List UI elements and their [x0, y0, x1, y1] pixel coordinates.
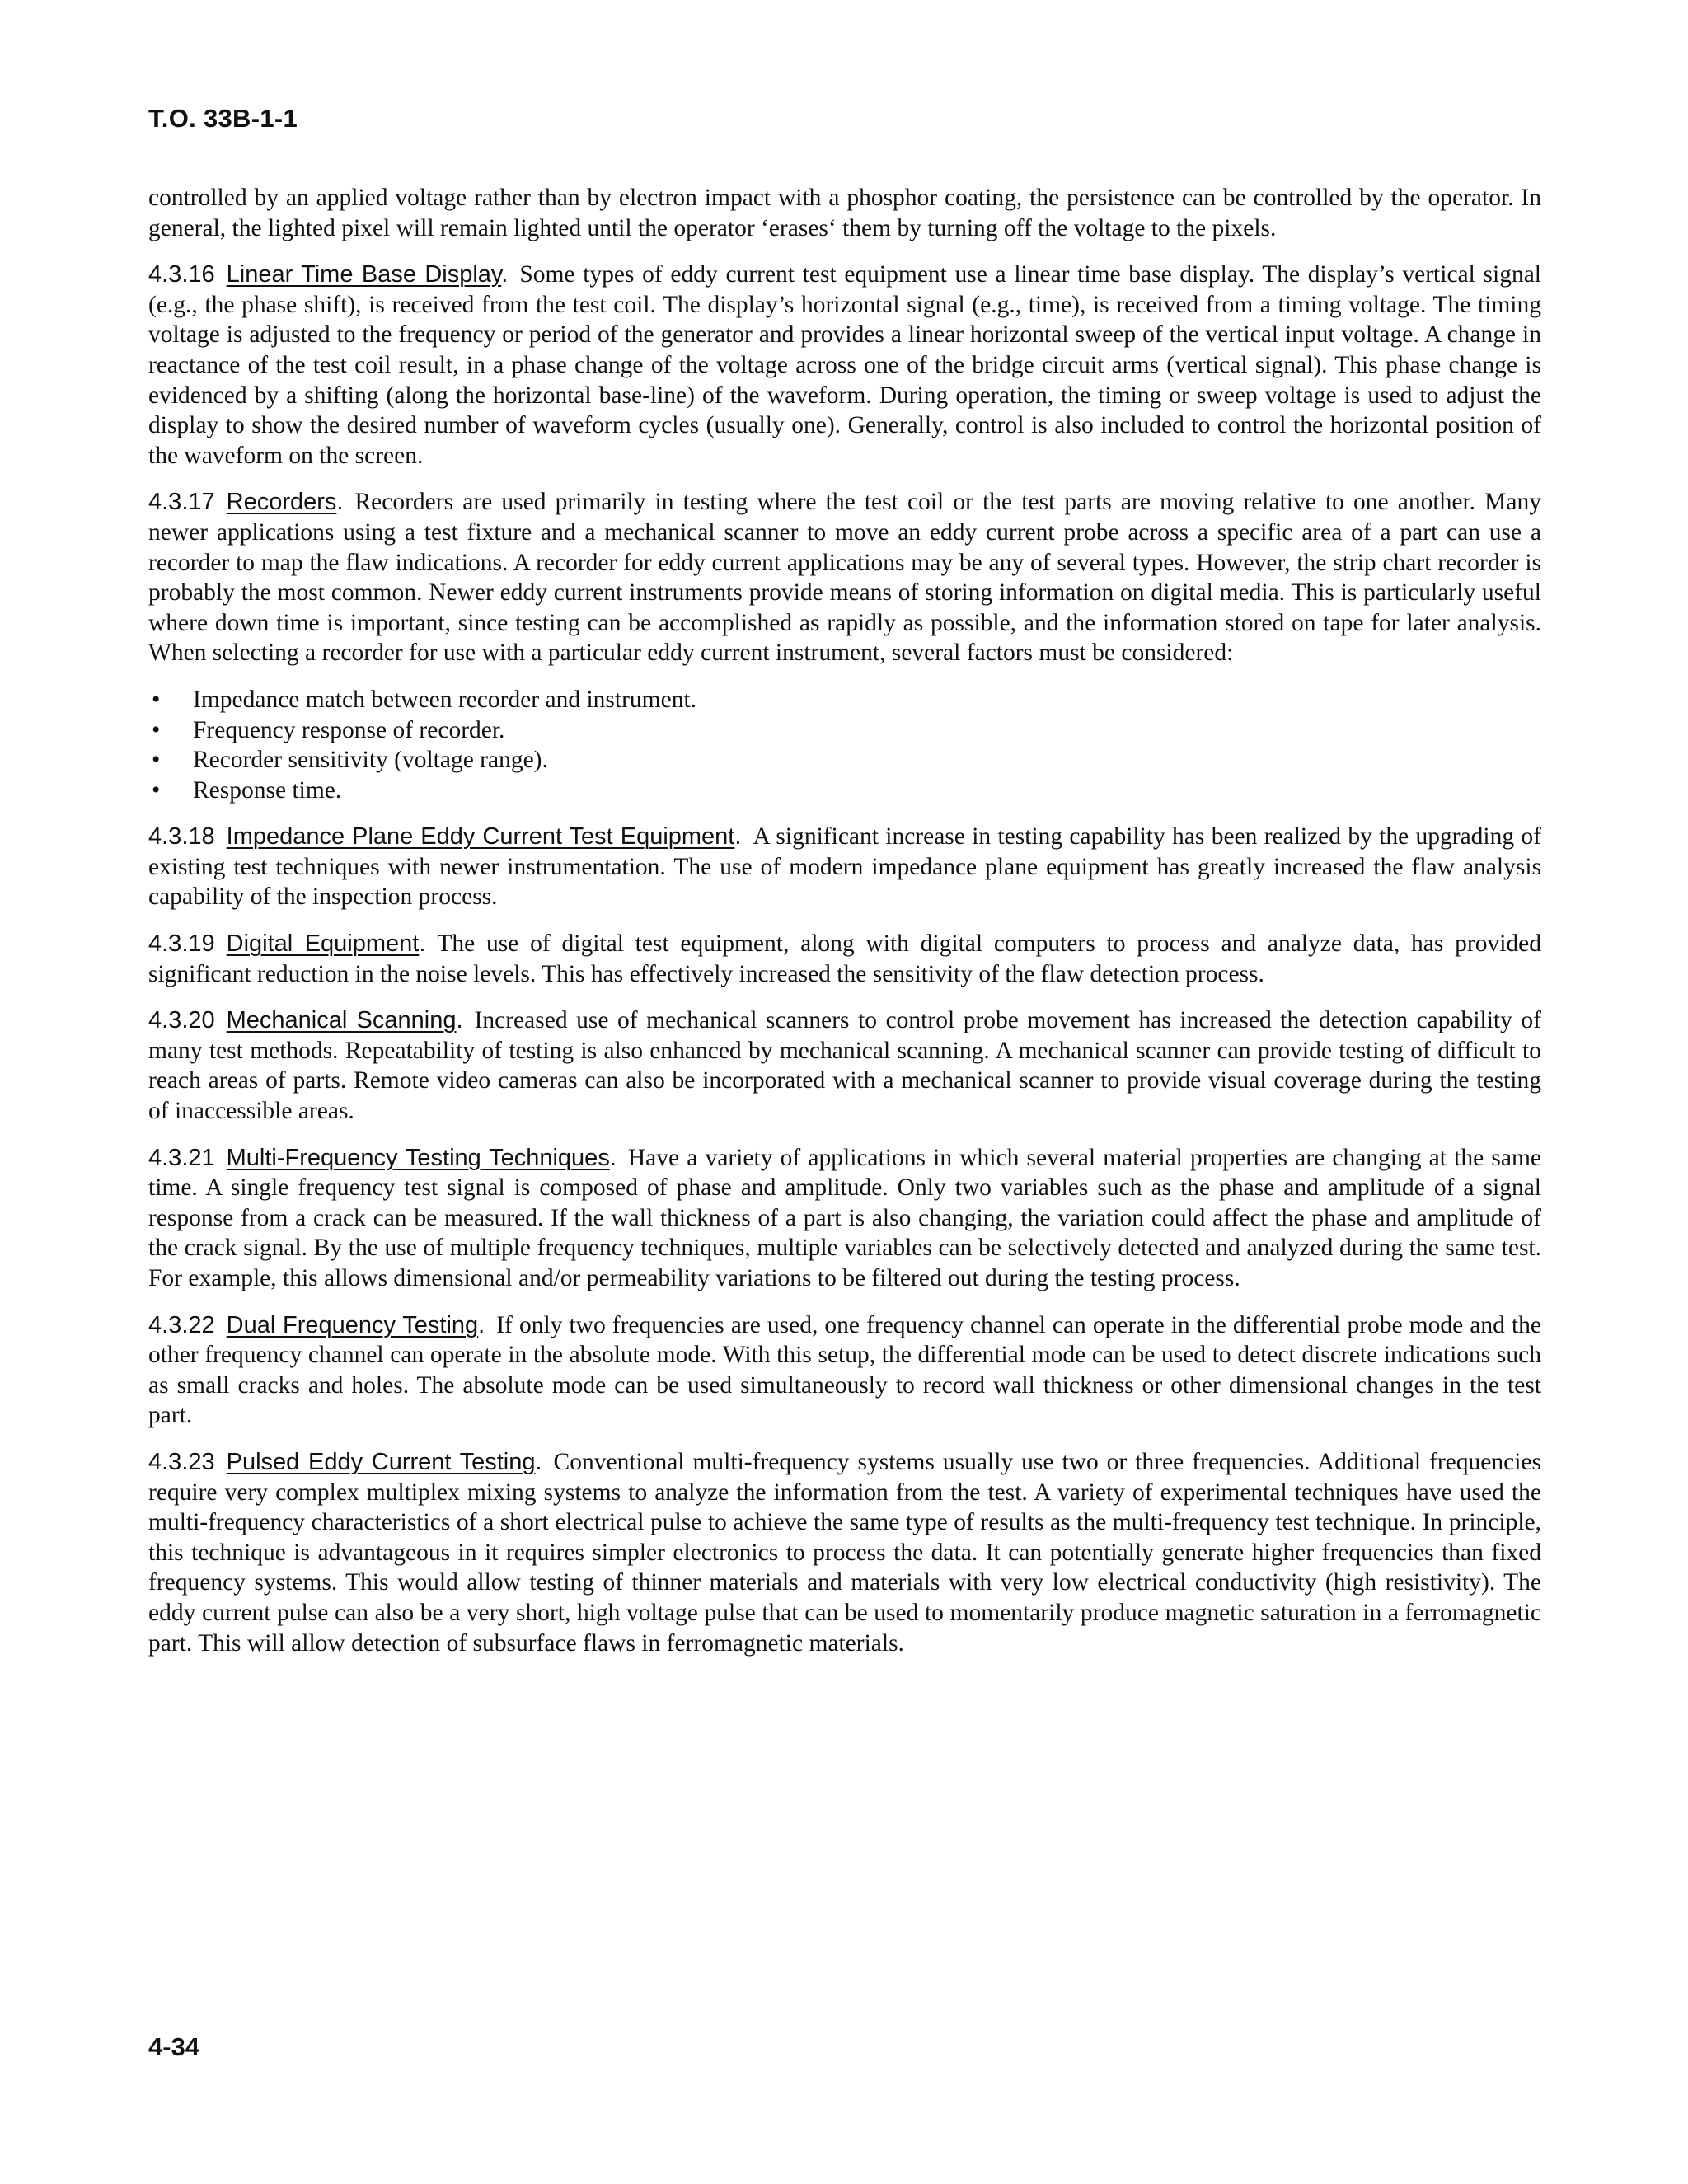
list-item-text: Response time. [193, 776, 342, 804]
section-number: 4.3.17 [148, 489, 215, 516]
section-4-3-23: 4.3.23 Pulsed Eddy Current Testing. Conventional multi-frequency systems usually use two or three frequencies. Additional frequencies require very complex multiplex mixing systems to analyze the information from the test. A variety of experimental techniques have used the multi-frequency characteristics of a short electrical pulse to achieve the same type of results as the multi-frequency test technique. In principle, this technique is advantageous in it requires simpler electronics to process the data. It can potentially generate higher frequencies than fixed frequency systems. This would allow testing of thinner materials and materials with very low electrical conductivity (high resistivity). The eddy current pulse can also be a very short, high voltage pulse that can be used to momentarily produce magnetic saturation in a ferromagnetic part. This will allow detection of subsurface flaws in ferromagnetic materials. [148, 1448, 1541, 1657]
section-text: Recorders are used primarily in testing where the test coil or the test parts are moving relative to one another. Many newer applications using a test fixture and a mechanical scanner to move an eddy current probe across a specific area of a part can use a recorder to map the flaw indications. A recorder for eddy current applications may be any of several types. However, the strip chart recorder is probably the most common. Newer eddy current instruments provide means of storing information on digital media. This is particularly useful where down time is important, since testing can be accomplished as rapidly as possible, and the information stored on tape for later analysis. When selecting a recorder for use with a particular eddy current instrument, several factors must be considered: [148, 489, 1541, 667]
list-item [148, 776, 1541, 806]
section-title: Impedance Plane Eddy Current Test Equipment [226, 823, 735, 851]
document-body [148, 183, 1541, 1675]
section-text: Increased use of mechanical scanners to control probe movement has increased the detection capability of many test methods. Repeatability of testing is also enhanced by mechanical scanning. A mechanical scanner can provide testing of difficult to reach areas of parts. Remote video cameras can also be incorporated with a mechanical scanner to provide visual coverage during the testing of inaccessible areas. [148, 1007, 1542, 1125]
section-number: 4.3.16 [148, 261, 215, 288]
section-title: Pulsed Eddy Current Testing [226, 1448, 536, 1475]
intro-paragraph: controlled by an applied voltage rather than by electron impact with a phosphor coating, the persistence can be controlled by the operator. In general, the lighted pixel will remain lighted until the operator ‘erases‘ them by turning off the voltage to the pixels. [148, 185, 1541, 241]
section-number: 4.3.22 [148, 1311, 215, 1338]
section-text: If only two frequencies are used, one frequency channel can operate in the differential probe mode and the other frequency channel can operate in the absolute mode. With this setup, the differential mode can be used to detect discrete indications such as small cracks and holes. The absolute mode can be used simultaneously to record wall thickness or other dimensional changes in the test part. [148, 1311, 1541, 1429]
section-number: 4.3.21 [148, 1144, 215, 1171]
section-text: The use of digital test equipment, along with digital computers to process and analyze data, has provided significant reduction in the noise levels. This has effectively increased the sensitivity of the flaw detection process. [148, 930, 1541, 987]
section-number: 4.3.20 [148, 1007, 215, 1034]
page-number: 4-34 [148, 2032, 200, 2061]
section-4-3-21: 4.3.21 Multi-Frequency Testing Techniques. Have a variety of applications in which several material properties are changing at the same time. A single frequency test signal is composed of phase and amplitude. Only two variables such as the phase and amplitude of a signal response from a crack can be measured. If the wall thickness of a part is also changing, the variation could affect the phase and amplitude of the crack signal. By the use of multiple frequency techniques, multiple variables can be selectively detected and analyzed during the same test. For example, this allows dimensional and/or permeability variations to be filtered out during the testing process. [148, 1144, 1541, 1291]
section-title: Mechanical Scanning [226, 1007, 457, 1034]
list-item-text: Recorder sensitivity (voltage range). [193, 747, 548, 774]
section-title: Recorders [226, 489, 337, 516]
section-4-3-22: 4.3.22 Dual Frequency Testing. If only two frequencies are used, one frequency channel can operate in the differential probe mode and the other frequency channel can operate in the absolute mode. With this setup, the differential mode can be used to detect discrete indications such as small cracks and holes. The absolute mode can be used simultaneously to record wall thickness or other dimensional changes in the test part. [148, 1311, 1541, 1429]
list-item [148, 685, 1541, 715]
bullet-icon: • [152, 686, 161, 713]
section-4-3-17: 4.3.17 Recorders. Recorders are used primarily in testing where the test coil or the test parts are moving relative to one another. Many newer applications using a test fixture and a mechanical scanner to move an eddy current probe across a specific area of a part can use a recorder to map the flaw indications. A recorder for eddy current applications may be any of several types. However, the strip chart recorder is probably the most common. Newer eddy current instruments provide means of storing information on digital media. This is particularly useful where down time is important, since testing can be accomplished as rapidly as possible, and the information stored on tape for later analysis. When selecting a recorder for use with a particular eddy current instrument, several factors must be considered: [148, 489, 1541, 667]
section-title: Dual Frequency Testing [226, 1311, 479, 1338]
section-text: Conventional multi-frequency systems usually use two or three frequencies. Additional frequencies require very complex multiplex mixing systems to analyze the information from the test. A variety of experimental techniques have used the multi-frequency characteristics of a short electrical pulse to achieve the same type of results as the multi-frequency test technique. In principle, this technique is advantageous in it requires simpler electronics to process the data. It can potentially generate higher frequencies than fixed frequency systems. This would allow testing of thinner materials and materials with very low electrical conductivity (high resistivity). The eddy current pulse can also be a very short, high voltage pulse that can be used to momentarily produce magnetic saturation in a ferromagnetic part. This will allow detection of subsurface flaws in ferromagnetic materials. [148, 1448, 1541, 1657]
bullet-icon: • [152, 747, 161, 774]
section-4-3-19: 4.3.19 Digital Equipment. The use of digital test equipment, along with digital computers to process and analyze data, has provided significant reduction in the noise levels. This has effectively increased the sensitivity of the flaw detection process. [148, 930, 1541, 987]
section-number: 4.3.19 [148, 930, 215, 958]
section-4-3-16: 4.3.16 Linear Time Base Display. Some types of eddy current test equipment use a linear time base display. The display’s vertical signal (e.g., the phase shift), is received from the test coil. The display’s horizontal signal (e.g., time), is received from a timing voltage. The timing voltage is adjusted to the frequency or period of the generator and provides a linear horizontal sweep of the vertical input voltage. A change in reactance of the test coil result, in a phase change of the voltage across one of the bridge circuit arms (vertical signal). This phase change is evidenced by a shifting (along the horizontal base-line) of the waveform. During operation, the timing or sweep voltage is used to adjust the display to show the desired number of waveform cycles (usually one). Generally, control is also included to control the horizontal position of the waveform on the screen. [148, 261, 1541, 469]
list-item [148, 715, 1541, 746]
document-id-header: T.O. 33B-1-1 [148, 104, 298, 133]
section-title: Digital Equipment [226, 930, 420, 958]
section-number: 4.3.18 [148, 823, 215, 851]
bullet-icon: • [152, 716, 161, 743]
section-number: 4.3.23 [148, 1448, 215, 1475]
section-4-3-20: 4.3.20 Mechanical Scanning. Increased use of mechanical scanners to control probe movement has increased the detection capability of many test methods. Repeatability of testing is also enhanced by mechanical scanning. A mechanical scanner can provide testing of difficult to reach areas of parts. Remote video cameras can also be incorporated with a mechanical scanner to provide visual coverage during the testing of inaccessible areas. [148, 1007, 1542, 1125]
list-item-text: Impedance match between recorder and instrument. [193, 686, 697, 713]
section-text: Some types of eddy current test equipment use a linear time base display. The display’s vertical signal (e.g., the phase shift), is received from the test coil. The display’s horizontal signal (e.g., time), is received from a timing voltage. The timing voltage is adjusted to the frequency or period of the generator and provides a linear horizontal sweep of the vertical input voltage. A change in reactance of the test coil result, in a phase change of the voltage across one of the bridge circuit arms (vertical signal). This phase change is evidenced by a shifting (along the horizontal base-line) of the waveform. During operation, the timing or sweep voltage is used to adjust the display to show the desired number of waveform cycles (usually one). Generally, control is also included to control the horizontal position of the waveform on the screen. [148, 261, 1541, 469]
list-item-text: Frequency response of recorder. [193, 716, 505, 743]
section-4-3-18: 4.3.18 Impedance Plane Eddy Current Test Equipment. A significant increase in testing capability has been realized by the upgrading of existing test techniques with newer instrumentation. The use of modern impedance plane equipment has greatly increased the flaw analysis capability of the inspection process. [148, 823, 1542, 911]
list-item [148, 745, 1541, 776]
section-text: Have a variety of applications in which several material properties are changing at the same time. A single frequency test signal is composed of phase and amplitude. Only two variables such as the phase and amplitude of a signal response from a crack can be measured. If the wall thickness of a part is also changing, the variation could affect the phase and amplitude of the crack signal. By the use of multiple frequency techniques, multiple variables can be selectively detected and analyzed during the same test. For example, this allows dimensional and/or permeability variations to be filtered out during the testing process. [148, 1144, 1541, 1291]
section-title: Linear Time Base Display [226, 261, 502, 288]
section-title: Multi-Frequency Testing Techniques [226, 1144, 610, 1171]
bullet-icon: • [152, 776, 161, 804]
section-text: A significant increase in testing capability has been realized by the upgrading of existing test techniques with newer instrumentation. The use of modern impedance plane equipment has greatly increased the flaw analysis capability of the inspection process. [148, 823, 1542, 911]
recorder-factors-list [148, 685, 1541, 805]
